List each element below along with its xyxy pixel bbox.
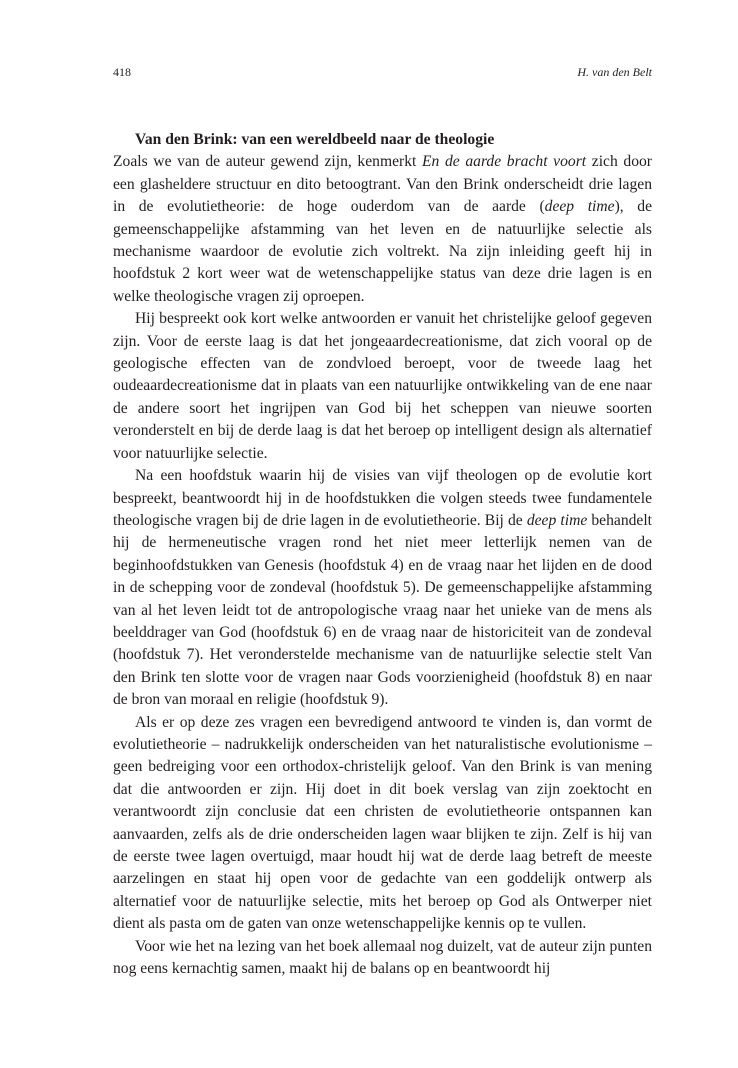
body-paragraph xyxy=(113,465,652,711)
body-paragraph xyxy=(113,936,652,981)
body-paragraph xyxy=(113,712,652,936)
text-segment: Als er op deze zes vragen een bevredigend antwoord te vinden is, dan vormt de evolutietheorie – nadrukkelijk onderscheiden van het naturalistische evolutionisme – geen bedreiging voor een orthodox-christelijk geloof. Van den Brink is van mening dat die antwoorden er zijn. Hij doet in dit boek verslag van zijn zoektocht en verantwoordt zijn conclusie dat een christen de evolutietheorie ontspannen kan aanvaarden, zelfs als de drie onderscheiden lagen waar blijken te zijn. Zelf is hij van de eerste twee lagen overtuigd, maar houdt hij wat de derde laag betreft de meeste aarzelingen en staat hij open voor de gedachte van een goddelijk ontwerp als alternatief voor de natuurlijke selectie, mits het beroep op God als Ontwerper niet dient als pasta om de gaten van onze wetenschappelijke kennis op te vullen. xyxy=(113,713,652,933)
running-head-author: H. van den Belt xyxy=(577,65,652,79)
text-segment: Zoals we van de auteur gewend zijn, kenmerkt xyxy=(113,153,422,171)
article-body xyxy=(113,129,652,980)
italic-text-segment: En de aarde bracht voort xyxy=(421,153,587,171)
text-segment: Voor wie het na lezing van het boek allemaal nog duizelt, vat de auteur zijn punten nog eens kernachtig samen, maakt hij de balans op en beantwoordt hij xyxy=(113,937,652,978)
text-segment: ), de gemeenschappelijke afstamming van het leven en de natuurlijke selectie als mechanisme waardoor de evolutie zich voltrekt. Na zijn inleiding geeft hij in hoofdstuk 2 kort weer wat de wetenschappelijke status van deze drie lagen is en welke theologische vragen zij oproepen. xyxy=(113,198,653,305)
body-paragraph xyxy=(113,308,652,465)
text-segment: Hij bespreekt ook kort welke antwoorden er vanuit het christelijke geloof gegeven zijn. Voor de eerste laag is dat het jongeaardecreationisme, dat zich vooral op de geologische effecten van de zondvloed beroept, voor de tweede laag het oudeaardecreationisme dat in plaats van een natuurlijke ontwikkeling van de ene naar de andere soort het ingrijpen van God bij het scheppen van nieuwe soorten veronderstelt en bij de derde laag is dat het beroep op intelligent design als alternatief voor natuurlijke selectie. xyxy=(113,310,652,462)
paragraph-container xyxy=(113,151,652,980)
italic-text-segment: deep time xyxy=(544,198,615,216)
italic-text-segment: deep time xyxy=(526,511,588,529)
text-segment: behandelt hij de hermeneutische vragen rond het niet meer letterlijk nemen van de beginhoofdstukken van Genesis (hoofdstuk 4) en de vraag naar het lijden en de dood in de schepping voor de zondeval (hoofdstuk 5). De gemeenschappelijke afstamming van al het leven leidt tot de antropologische vraag naar het unieke van de mens als beelddrager van God (hoofdstuk 6) en de vraag naar de historiciteit van de zondeval (hoofdstuk 7). Het veronderstelde mechanisme van de natuurlijke selectie stelt Van den Brink ten slotte voor de vragen naar Gods voorzienigheid (hoofdstuk 8) en naar de bron van moraal en religie (hoofdstuk 9). xyxy=(113,511,653,709)
text-segment: zich door een glasheldere structuur en dito betoogtrant. Van den Brink onderscheidt drie lagen in de evolutietheorie: de hoge ouderdom van de aarde ( xyxy=(113,153,652,216)
page-number: 418 xyxy=(113,65,131,79)
section-heading: Van den Brink: van een wereldbeeld naar de theologie xyxy=(135,131,495,148)
text-segment: Na een hoofdstuk waarin hij de visies van vijf theologen op de evolutie kort bespreekt, beantwoordt hij in de hoofdstukken die volgen steeds twee fundamentele theologische vragen bij de drie lagen in de evolutietheorie. Bij de xyxy=(113,467,652,529)
body-paragraph xyxy=(113,151,652,308)
